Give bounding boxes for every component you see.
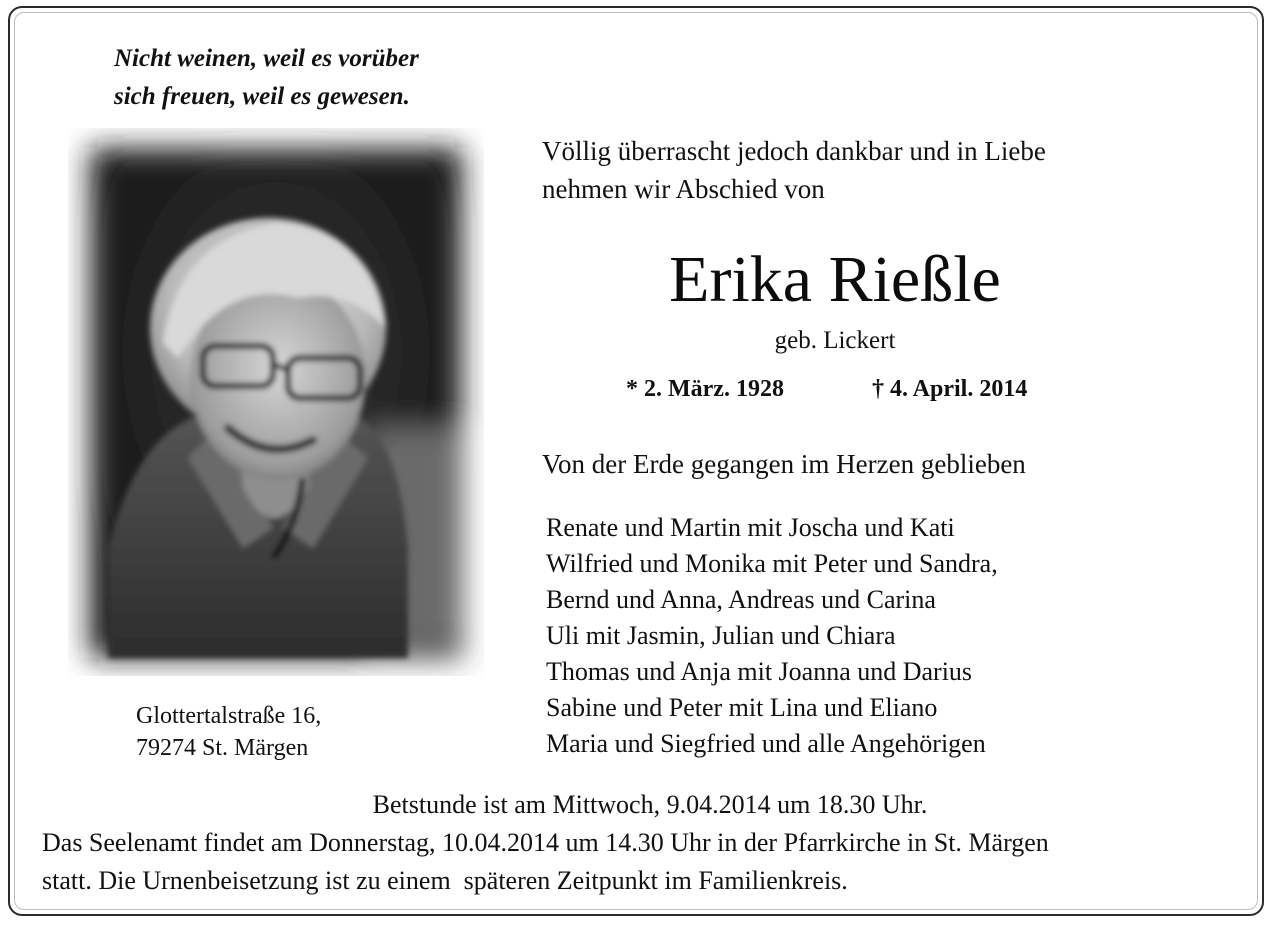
- mourner-line: Thomas und Anja mit Joanna und Darius: [546, 657, 973, 686]
- mourner-line: Bernd und Anna, Andreas und Carina: [546, 585, 936, 614]
- quote-line-2: sich freuen, weil es gewesen.: [114, 83, 410, 110]
- quote-line-1: Nicht weinen, weil es vorüber: [114, 45, 419, 72]
- mourner-line: Renate und Martin mit Joscha und Kati: [546, 513, 955, 542]
- maiden-name: geb. Lickert: [774, 327, 896, 354]
- service-notice: [0, 786, 1280, 900]
- prayer-notice: Betstunde ist am Mittwoch, 9.04.2014 um 18.30 Uhr.: [372, 790, 928, 819]
- deceased-name: Erika Rießle: [669, 243, 1001, 316]
- motto: Von der Erde gegangen im Herzen geblieben: [542, 449, 1026, 479]
- address: [136, 700, 476, 764]
- address-city: 79274 St. Märgen: [136, 735, 309, 761]
- mourner-line: Wilfried und Monika mit Peter und Sandra,: [546, 549, 998, 578]
- mourner-line: Maria und Siegfried und alle Angehörigen: [546, 729, 986, 758]
- birth-date: * 2. März. 1928: [626, 376, 784, 402]
- mourner-line: Uli mit Jasmin, Julian und Chiara: [546, 621, 896, 650]
- death-date: † 4. April. 2014: [872, 376, 1028, 402]
- intro-text: [542, 132, 1182, 208]
- quote: [114, 40, 514, 116]
- intro-line-2: nehmen wir Abschied von: [542, 174, 825, 204]
- mourners-list: [546, 510, 1186, 762]
- mourner-line: Sabine und Peter mit Lina und Eliano: [546, 693, 938, 722]
- mass-notice-line-1: Das Seelenamt findet am Donnerstag, 10.04.2014 um 14.30 Uhr in der Pfarrkirche in St. Märgen: [42, 828, 1049, 857]
- intro-line-1: Völlig überrascht jedoch dankbar und in Liebe: [542, 136, 1046, 166]
- mass-notice-line-2: statt. Die Urnenbeisetzung ist zu einem späteren Zeitpunkt im Familienkreis.: [42, 866, 848, 895]
- address-street: Glottertalstraße 16,: [136, 703, 322, 729]
- portrait-photo: [68, 128, 484, 676]
- portrait-photo-icon: [68, 128, 484, 676]
